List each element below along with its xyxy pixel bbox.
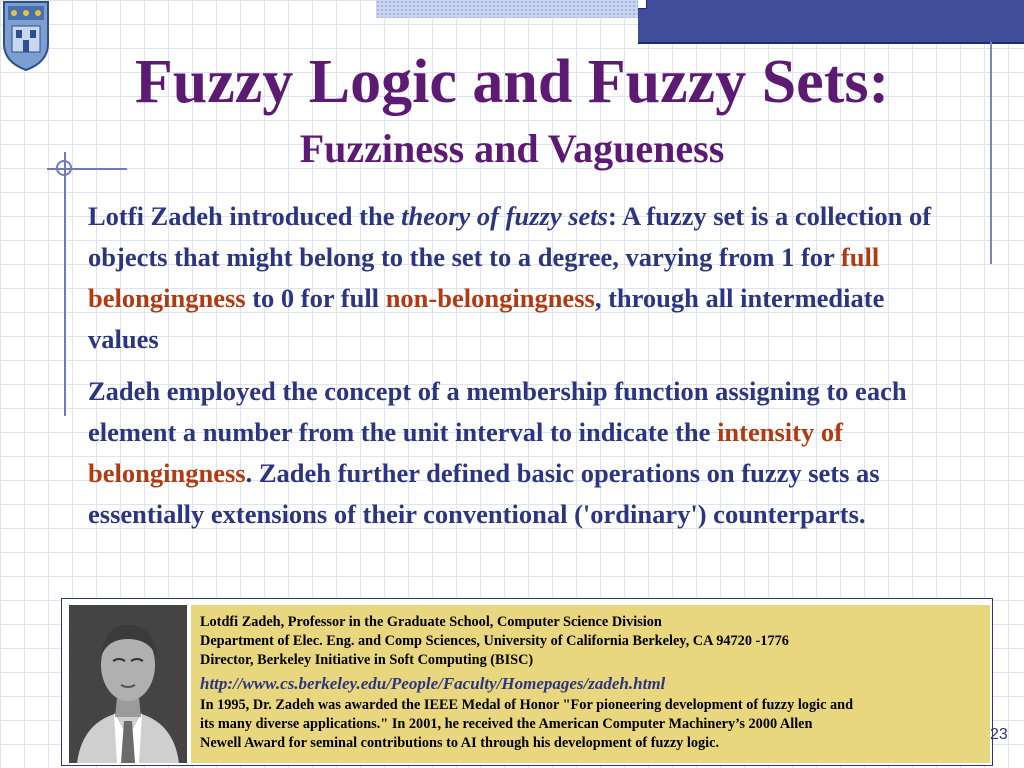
highlight-non-belongingness: non-belongingness (385, 283, 595, 313)
bio-line-award-3: Newell Award for seminal contributions to AI through his development of fuzzy logic. (200, 735, 720, 752)
decorative-notch (638, 0, 647, 9)
decorative-vertical-line (64, 152, 66, 416)
paragraph1-text-2: : A fuzzy set is a collection of objects that might belong to the set to a degree, varying from 1 for (88, 201, 932, 272)
top-decorative-band (376, 0, 638, 18)
top-right-decorative-box (638, 0, 1024, 44)
paragraph1-text-1: Lotfi Zadeh introduced the (88, 201, 402, 231)
paragraph1-italic-term: theory of fuzzy sets (401, 201, 608, 231)
bio-homepage-link[interactable]: http://www.cs.berkeley.edu/People/Faculty/Homepages/zadeh.html (200, 673, 666, 693)
slide-title: Fuzzy Logic and Fuzzy Sets: (134, 48, 890, 116)
slide-number: 23 (990, 726, 1008, 743)
paragraph2-text-1: Zadeh employed the concept of a membership function assigning to each element a number from the unit interval to indicate the (88, 376, 907, 447)
paragraph1-text-3: to 0 for full (245, 283, 386, 313)
bio-line-department: Department of Elec. Eng. and Comp Sciences, University of California Berkeley, CA 94720 -1776 (200, 633, 789, 650)
paragraph2-text-2: . Zadeh further defined basic operations on fuzzy sets as essentially extensions of their conventional ('ordinary') counterparts. (88, 458, 880, 529)
highlight-intensity-of-belongingness: intensity of belongingness (88, 417, 843, 488)
paragraph-fuzzy-set-definition (88, 196, 948, 360)
bio-line-name: Lotdfi Zadeh, Professor in the Graduate School, Computer Science Division (200, 614, 662, 630)
highlight-full-belongingness: full belongingness (88, 242, 880, 313)
paragraph1-text-4: , through all intermediate values (88, 283, 885, 354)
portrait-photo (69, 605, 187, 763)
slide-subtitle: Fuzziness and Vagueness (299, 126, 725, 171)
bio-line-director: Director, Berkeley Initiative in Soft Computing (BISC) (200, 652, 534, 669)
bio-line-award-1: In 1995, Dr. Zadeh was awarded the IEEE Medal of Honor "For pioneering development of fuzzy logic and (200, 696, 854, 713)
paragraph-membership-function (88, 371, 948, 535)
bio-box (191, 605, 990, 763)
bio-line-award-2: its many diverse applications." In 2001, he received the American Computer Machinery’s 2000 Allen (200, 715, 813, 732)
